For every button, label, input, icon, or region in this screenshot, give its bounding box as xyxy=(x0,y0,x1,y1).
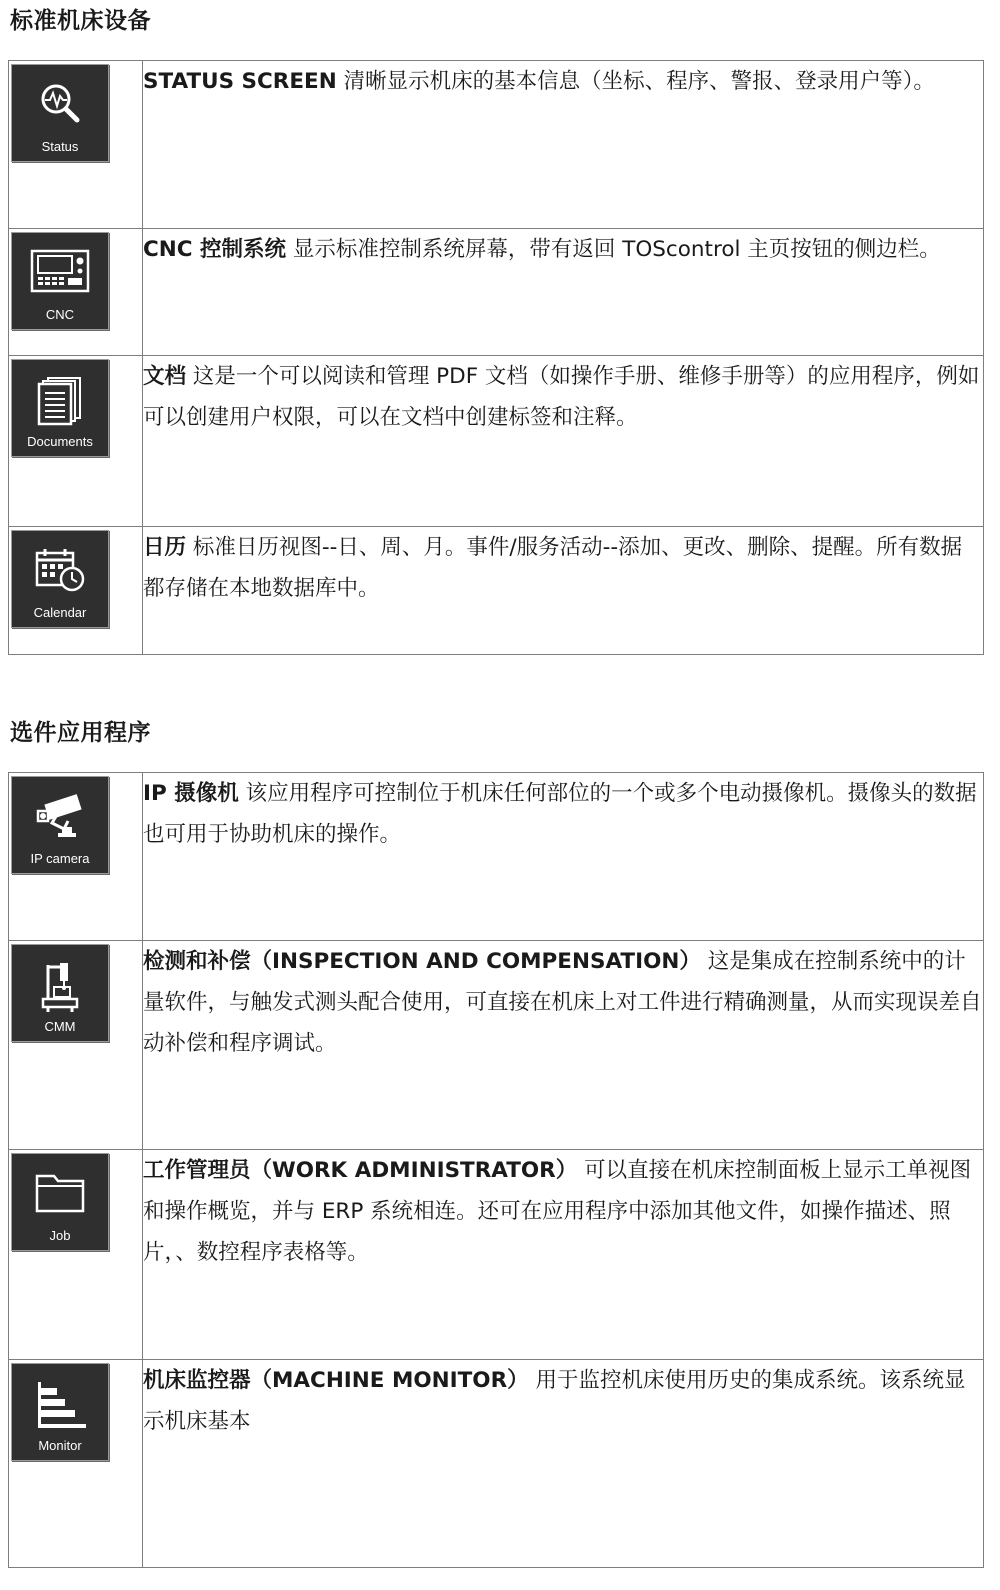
cnc-app-tile[interactable] xyxy=(11,232,109,330)
tile-label: CMM xyxy=(44,1019,76,1034)
row-heading: STATUS SCREEN xyxy=(143,69,337,94)
bar-chart-icon xyxy=(32,1380,88,1430)
row-description xyxy=(143,1360,984,1568)
status-monitor-icon xyxy=(38,81,82,125)
row-text: 该应用程序可控制位于机床任何部位的一个或多个电动摄像机。摄像头的数据也可用于协助机床的操作。 xyxy=(143,781,977,847)
status-app-tile[interactable] xyxy=(11,64,109,162)
row-heading: 文档 xyxy=(143,364,187,389)
row-description xyxy=(143,941,984,1150)
cmm-app-tile[interactable] xyxy=(11,944,109,1042)
tile-label: Status xyxy=(41,139,79,154)
row-text: 清晰显示机床的基本信息（坐标、程序、警报、登录用户等）。 xyxy=(336,69,935,94)
documents-icon xyxy=(36,376,84,426)
section-title-optional: 选件应用程序 xyxy=(10,720,151,746)
job-app-tile[interactable] xyxy=(11,1153,109,1251)
row-text: 这是集成在控制系统中的计量软件，与触发式测头配合使用，可直接在机床上对工件进行精确测量，从而实现误差自动补偿和程序调试。 xyxy=(143,949,982,1056)
row-heading: 检测和补偿（INSPECTION AND COMPENSATION） xyxy=(143,949,701,974)
monitor-app-tile[interactable] xyxy=(11,1363,109,1461)
row-text: 标准日历视图--日、周、月。事件/服务活动--添加、更改、删除、提醒。所有数据都存储在本地数据库中。 xyxy=(143,535,963,601)
tile-label: Calendar xyxy=(33,605,87,620)
cmm-probe-icon xyxy=(40,961,80,1013)
row-text: 这是一个可以阅读和管理 PDF 文档（如操作手册、维修手册等）的应用程序，例如可以创建用户权限，可以在文档中创建标签和注释。 xyxy=(143,364,980,430)
table-row-calendar xyxy=(9,527,984,655)
documents-app-tile[interactable] xyxy=(11,359,109,457)
row-heading: CNC 控制系统 xyxy=(143,237,287,262)
row-text: 可以直接在机床控制面板上显示工单视图和操作概览，并与 ERP 系统相连。还可在应用程序中添加其他文件，如操作描述、照片，、数控程序表格等。 xyxy=(143,1158,972,1265)
table-row-cnc xyxy=(9,229,984,356)
row-text: 用于监控机床使用历史的集成系统。该系统显示机床基本 xyxy=(143,1368,966,1434)
table-row-job xyxy=(9,1150,984,1360)
tile-label: Documents xyxy=(27,434,93,449)
ip-camera-icon xyxy=(32,793,88,841)
tile-label: CNC xyxy=(45,307,75,322)
table-row-ip-camera xyxy=(9,773,984,941)
table-row-documents xyxy=(9,356,984,527)
row-description xyxy=(143,527,984,655)
row-description xyxy=(143,773,984,941)
calendar-app-tile[interactable] xyxy=(11,530,109,628)
tile-label: Job xyxy=(49,1228,71,1243)
cnc-panel-icon xyxy=(30,249,90,293)
calendar-clock-icon xyxy=(34,547,86,593)
folder-icon xyxy=(34,1170,86,1214)
row-description xyxy=(143,1150,984,1360)
row-heading: 日历 xyxy=(143,535,187,560)
table-row-cmm xyxy=(9,941,984,1150)
standard-features-table xyxy=(8,60,984,655)
row-text: 显示标准控制系统屏幕，带有返回 TOScontrol 主页按钮的侧边栏。 xyxy=(286,237,941,262)
row-description xyxy=(143,356,984,527)
row-heading: IP 摄像机 xyxy=(143,781,239,806)
ip-camera-app-tile[interactable] xyxy=(11,776,109,874)
table-row-monitor xyxy=(9,1360,984,1568)
table-row-status xyxy=(9,61,984,229)
row-heading: 机床监控器（MACHINE MONITOR） xyxy=(143,1368,529,1393)
row-description xyxy=(143,229,984,356)
section-title-standard: 标准机床设备 xyxy=(10,8,151,34)
tile-label: IP camera xyxy=(30,851,90,866)
tile-label: Monitor xyxy=(38,1438,82,1453)
row-description xyxy=(143,61,984,229)
row-heading: 工作管理员（WORK ADMINISTRATOR） xyxy=(143,1158,578,1183)
optional-apps-table xyxy=(8,772,984,1568)
